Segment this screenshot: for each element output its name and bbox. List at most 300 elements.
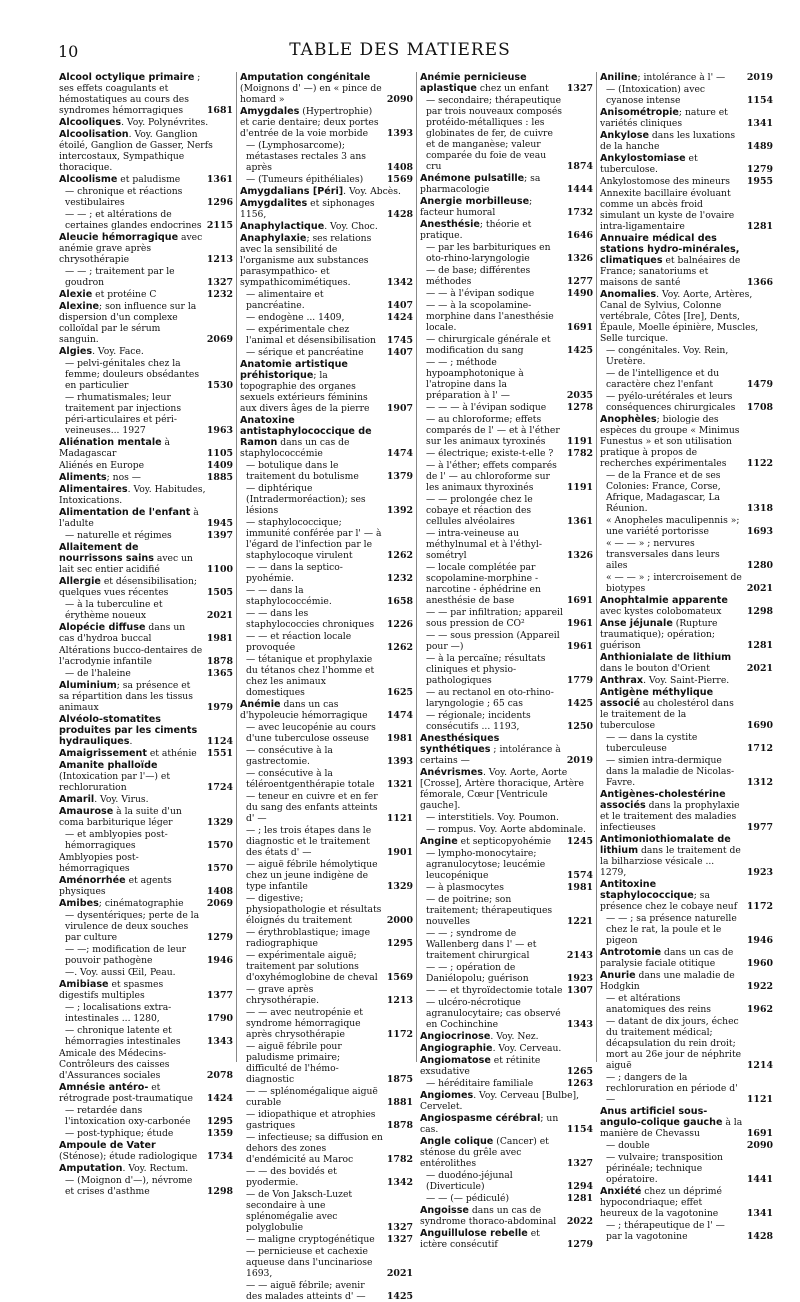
- index-entry-page: 1214: [746, 1060, 773, 1071]
- index-entry-text: — — dans la septico-pyohémie.: [246, 562, 343, 584]
- index-entry-text: Ankylostomose des mineurs: [600, 176, 731, 187]
- index-entry: [59, 645, 233, 667]
- index-entry-text: — diphtérique (Intradermoréaction); ses lésions: [246, 483, 366, 516]
- index-entry-page: 2019: [746, 72, 773, 83]
- index-entry-text: Aménorrhée et agents physiques: [59, 875, 172, 897]
- index-entry-text: — — et thyroïdectomie totale: [426, 985, 563, 996]
- index-entry: [600, 470, 773, 514]
- index-entry-text: Anxiété chez un déprimé hypocondriaque; effet heureux de la vagotonine: [600, 1186, 722, 1219]
- index-entry: [59, 1002, 233, 1024]
- index-entry-page: 1329: [386, 881, 413, 892]
- index-entry-page: 1961: [566, 641, 593, 652]
- index-entry-text: — — à la scopolamine-morphine dans l'anesthésie locale.: [426, 300, 554, 333]
- index-entry-page: 1922: [746, 981, 773, 992]
- index-entry-text: — à la tuberculine et érythème noueux: [65, 599, 163, 621]
- index-entry: [420, 710, 593, 732]
- index-entry-text: Antimoniothiomalate de lithium dans le traitement de la bilharziose vésicale ... 1279,: [600, 834, 741, 878]
- index-entry: [420, 1090, 593, 1112]
- index-entry-text: — sérique et pancréatine: [246, 347, 364, 358]
- index-entry-text: — secondaire; thérapeutique par trois nouveaux composés protéido-métalliques : les globinates de fer, de cuivre et de manganèse; valeur comparée du foie de veau cru: [426, 95, 563, 172]
- index-entry-page: 1625: [386, 687, 413, 698]
- index-entry-page: 1574: [566, 870, 593, 881]
- index-entry-page: 1296: [206, 197, 233, 208]
- index-entry-text: — rompus. Voy. Aorte abdominale.: [426, 824, 586, 835]
- index-entry-page: 1298: [206, 1186, 233, 1197]
- index-entry-text: — au rectanol en oto-rhino-laryngologie ; 65 cas: [426, 687, 554, 709]
- index-entry: [59, 898, 233, 909]
- index-entry-page: 1570: [206, 863, 233, 874]
- index-entry-text: — électrique; existe-t-elle ?: [426, 448, 554, 459]
- index-entry-text: — de poitrine; son traitement; thérapeutiques nouvelles: [426, 894, 553, 927]
- index-entry-page: 1479: [746, 379, 773, 390]
- index-entry-text: — à l'éther; effets comparés de l' — au chloroforme sur les animaux thyroxinés: [426, 460, 557, 493]
- index-entry-text: Ankylostomiase et tuberculose.: [600, 153, 698, 175]
- index-entry-text: — dysentériques; perte de la virulence de deux souches par culture: [65, 910, 200, 943]
- index-entry-text: Algies. Voy. Face.: [59, 346, 144, 357]
- index-entry: [59, 1025, 233, 1047]
- index-entry: [600, 368, 773, 390]
- index-entry-page: 1690: [746, 720, 773, 731]
- index-entry: [420, 72, 593, 94]
- index-entry-page: 1294: [566, 1181, 593, 1192]
- index-entry: [59, 967, 233, 978]
- index-entry: [600, 755, 773, 788]
- index-entry-page: 1221: [566, 916, 593, 927]
- index-entry-text: — maligne cryptogénétique: [246, 1234, 375, 1245]
- index-entry-text: — ; thérapeutique de l' — par la vagotonine: [606, 1220, 725, 1242]
- index-entry-text: Anophèles; biologie des espèces du groupe « Minimus Funestus » et son utilisation pratique à propos de recherches expérimentales: [600, 414, 740, 469]
- index-entry-text: — teneur en cuivre et en fer du sang des enfants atteints d' —: [246, 791, 378, 824]
- index-entry-page: 1327: [386, 1222, 413, 1233]
- index-entry: [59, 576, 233, 598]
- index-entry: [59, 760, 233, 793]
- index-entry-page: 1878: [386, 1120, 413, 1131]
- index-entry: [420, 962, 593, 984]
- index-entry-page: 1569: [386, 174, 413, 185]
- index-entry-text: — congénitales. Voy. Rein, Uretère.: [606, 345, 729, 367]
- index-entry-text: — lympho-monocytaire; agranulocytose; leucémie leucopénique: [426, 848, 546, 881]
- index-entry-page: 1172: [386, 1029, 413, 1040]
- index-entry: [420, 1043, 593, 1054]
- index-entry: [420, 219, 593, 241]
- index-entry-page: 1359: [206, 1128, 233, 1139]
- index-entry: [420, 653, 593, 686]
- index-entry: [59, 1128, 233, 1139]
- index-entry-page: 1441: [746, 1174, 773, 1185]
- index-entry: [600, 789, 773, 833]
- index-column-3: [416, 72, 596, 1250]
- index-entry-page: 1279: [566, 1239, 593, 1250]
- index-entry-page: 2035: [566, 390, 593, 401]
- index-entry: [240, 483, 413, 516]
- index-entry: [59, 1140, 233, 1162]
- index-entry-text: Anthionialate de lithium dans le bouton d'Orient: [600, 652, 732, 674]
- index-entry: [600, 84, 773, 106]
- index-entry-page: 1327: [386, 1234, 413, 1245]
- index-entry-text: — — des bovidés et pyodermie.: [246, 1166, 337, 1188]
- index-entry-text: — — avec neutropénie et syndrome hémorragique après chrysothérapie: [246, 1007, 363, 1040]
- index-entry-text: — infectieuse; sa diffusion en dehors des zones d'endémicité au Maroc: [246, 1132, 383, 1165]
- index-entry-page: 1327: [566, 1158, 593, 1169]
- index-entry-page: 1779: [566, 675, 593, 686]
- index-entry: [240, 859, 413, 892]
- index-entry: [420, 1078, 593, 1089]
- index-entry-text: — (Lymphosarcome); métastases rectales 3 ans après: [246, 140, 367, 173]
- index-entry-page: 1658: [386, 596, 413, 607]
- index-entry: [240, 289, 413, 311]
- index-entry: [59, 1105, 233, 1127]
- index-entry-page: 1397: [206, 530, 233, 541]
- index-entry-text: — locale complétée par scopolamine-morphine - narcotine - éphédrine en anesthésie de base: [426, 562, 541, 606]
- index-entry-page: 2021: [386, 1268, 413, 1279]
- index-entry: [420, 494, 593, 527]
- index-entry-text: — idiopathique et atrophies gastriques: [246, 1109, 376, 1131]
- index-entry-page: 1551: [206, 748, 233, 759]
- index-entry-page: 1569: [386, 972, 413, 983]
- index-entry: [420, 288, 593, 299]
- index-entry-text: Anatomie artistique préhistorique; la topographie des organes sexuels extérieurs féminins aux divers âges de la pierre: [240, 359, 370, 414]
- index-entry-page: 1312: [746, 777, 773, 788]
- index-entry-page: 1734: [206, 1151, 233, 1162]
- index-entry-page: 1277: [566, 276, 593, 287]
- index-entry: [420, 196, 593, 218]
- index-entry-text: — ; les trois étapes dans le diagnostic et le traitement des états d' —: [246, 825, 372, 858]
- index-entry-text: Anesthésie; théorie et pratique.: [420, 219, 532, 241]
- index-entry-text: — à plasmocytes: [426, 882, 504, 893]
- index-entry: [600, 834, 773, 878]
- index-entry-page: 2021: [746, 663, 773, 674]
- index-entry-page: 1408: [386, 162, 413, 173]
- index-entry-text: Alcooliques. Voy. Polynévrites.: [59, 117, 209, 128]
- index-entry: [59, 852, 233, 874]
- index-entry: [240, 722, 413, 744]
- index-entry: [420, 997, 593, 1030]
- index-entry-text: « — — » ; intercroisement de biotypes: [606, 572, 742, 594]
- index-entry: [240, 72, 413, 105]
- index-entry-page: 1154: [746, 95, 773, 106]
- index-entry-text: — post-typhique; étude: [65, 1128, 174, 1139]
- index-entry-text: — datant de dix jours, échec du traitement médical; décapsulation du rein droit; mort au 26e jour de néphrite aiguë: [606, 1016, 742, 1071]
- index-entry-text: — — ; syndrome de Wallenberg dans l' — et traitement chirurgical: [426, 928, 537, 961]
- index-entry-text: — alimentaire et pancréatine.: [246, 289, 324, 311]
- index-entry: [59, 875, 233, 897]
- index-entry: [240, 1109, 413, 1131]
- index-entry-text: Angine et septicopyohémie: [420, 836, 552, 847]
- index-entry-text: Amygdalians [Péri]. Voy. Abcès.: [240, 186, 401, 197]
- index-entry-text: — rhumatismales; leur traitement par injections péri-articulaires et péri-veineuses... 1927: [65, 392, 182, 436]
- index-entry-page: 1232: [206, 289, 233, 300]
- index-entry-page: 1979: [206, 702, 233, 713]
- index-entry-text: — duodéno-jéjunal (Diverticule): [426, 1170, 513, 1192]
- index-entry: [59, 484, 233, 506]
- index-entry-text: — — dans les staphylococcies chroniques: [246, 608, 375, 630]
- index-entry-text: — grave après chrysothérapie.: [246, 984, 319, 1006]
- index-entry-text: — et amblyopies post-hémorragiques: [65, 829, 168, 851]
- index-entry-text: — pelvi-génitales chez la femme; douleurs obsédantes en particulier: [65, 358, 200, 391]
- index-entry-text: Alimentation de l'enfant à l'adulte: [59, 507, 199, 529]
- index-entry: [240, 186, 413, 197]
- index-entry-text: — expérimentale aiguë; traitement par solutions d'oxyhémoglobine de cheval: [246, 950, 378, 983]
- index-entry-text: — — dans la cystite tuberculeuse: [606, 732, 698, 754]
- index-entry-page: 1326: [566, 550, 593, 561]
- index-entry-text: — chronique et réactions vestibulaires: [65, 186, 183, 208]
- index-entry-page: 1474: [386, 448, 413, 459]
- index-entry: [600, 1220, 773, 1242]
- index-entry-page: 2069: [206, 334, 233, 345]
- index-entry: [240, 768, 413, 790]
- index-entry: [240, 1007, 413, 1040]
- index-entry: [240, 950, 413, 983]
- index-entry-text: Amibes; cinématographie: [59, 898, 184, 909]
- index-entry-page: 1278: [566, 402, 593, 413]
- index-entry-page: 2022: [566, 1216, 593, 1227]
- index-entry-page: 1530: [206, 380, 233, 391]
- index-entry-page: 2090: [386, 94, 413, 105]
- index-entry-text: Aliénation mentale à Madagascar: [59, 437, 171, 459]
- index-entry: [240, 1234, 413, 1245]
- index-column-1: [56, 72, 236, 1197]
- index-entry-page: 1295: [206, 1116, 233, 1127]
- index-entry-text: — — prolongée chez le cobaye et réaction des cellules alvéolaires: [426, 494, 533, 527]
- index-entry: [600, 993, 773, 1015]
- index-entry-text: — à la percaïne; résultats cliniques et physio-pathologiques: [426, 653, 546, 686]
- index-entry-page: 1154: [566, 1124, 593, 1135]
- index-entry-page: 1490: [566, 288, 593, 299]
- index-entry: [59, 117, 233, 128]
- index-entry-page: 1425: [386, 1291, 413, 1302]
- index-entry-page: 1923: [746, 867, 773, 878]
- index-entry-text: Angiographie. Voy. Cerveau.: [420, 1043, 562, 1054]
- index-entry-page: 1327: [566, 83, 593, 94]
- index-entry: [600, 687, 773, 731]
- index-entry: [420, 836, 593, 847]
- index-entry-text: Allergie et désensibilisation; quelques vues récentes: [59, 576, 197, 598]
- index-entry: [59, 266, 233, 288]
- index-entry-page: 1407: [386, 300, 413, 311]
- index-entry-text: Aluminium; sa présence et sa répartition dans les tissus animaux: [59, 680, 193, 713]
- index-entry-page: 1878: [206, 656, 233, 667]
- index-entry: [59, 794, 233, 805]
- index-entry-text: Anesthésiques synthétiques ; intolérance à certains —: [420, 733, 561, 766]
- index-entry-text: — — ; et altérations de certaines glandes endocrines: [65, 209, 202, 231]
- index-entry: [59, 289, 233, 300]
- index-entry: [240, 654, 413, 698]
- index-entry-page: 1424: [206, 1093, 233, 1104]
- index-entry-text: — de Von Jaksch-Luzet secondaire à une splénomégalie avec polyglobulie: [246, 1189, 353, 1233]
- index-entry: [420, 173, 593, 195]
- index-entry: [240, 1041, 413, 1085]
- index-entry: [420, 733, 593, 766]
- index-entry: [600, 675, 773, 686]
- index-entry-page: 2000: [386, 915, 413, 926]
- index-entry-text: — ; localisations extra-intestinales ... 1280,: [65, 1002, 172, 1024]
- index-entry-text: Alexie et protéine C: [59, 289, 157, 300]
- index-entry-page: 1963: [206, 425, 233, 436]
- index-entry-text: — (Moignon d'—), névrome et crises d'asthme: [65, 1175, 193, 1197]
- index-entry-page: 1122: [746, 458, 773, 469]
- index-entry: [600, 1140, 773, 1151]
- index-entry: [420, 242, 593, 264]
- index-entry-text: Anémie dans un cas d'hypoleucie hémorragique: [240, 699, 368, 721]
- index-entry-text: Amaril. Voy. Virus.: [59, 794, 149, 805]
- index-entry-text: — de l'haleine: [65, 668, 131, 679]
- index-entry-page: 1946: [746, 935, 773, 946]
- index-entry-page: 1962: [746, 1004, 773, 1015]
- index-entry-page: 1262: [386, 550, 413, 561]
- index-entry: [240, 608, 413, 630]
- index-entry-page: 1341: [746, 118, 773, 129]
- index-entry: [420, 414, 593, 447]
- index-entry: [59, 542, 233, 575]
- index-entry-page: 1105: [206, 448, 233, 459]
- index-entry-page: 1342: [386, 277, 413, 288]
- index-entry: [420, 1113, 593, 1135]
- index-entry-text: Amanite phalloïde (Intoxication par l'—) et rechloruration: [59, 760, 171, 793]
- index-entry-text: — — ; sa présence naturelle chez le rat, la poule et le pigeon: [606, 913, 737, 946]
- index-entry-text: Angiomatose et rétinite exsudative: [420, 1055, 541, 1077]
- index-entry: [420, 357, 593, 401]
- index-entry: [600, 618, 773, 651]
- index-entry: [600, 233, 773, 288]
- index-entry-page: 1366: [746, 277, 773, 288]
- index-entry: [240, 1280, 413, 1302]
- index-entry-page: 1691: [566, 322, 593, 333]
- index-entry-text: Anisométropie; nature et variétés cliniques: [600, 107, 728, 129]
- index-entry-text: — naturelle et régimes: [65, 530, 172, 541]
- index-entry: [59, 209, 233, 231]
- index-entry-text: Ankylose dans les luxations de la hanche: [600, 130, 736, 152]
- index-entry: [59, 346, 233, 357]
- index-entry-page: 1191: [566, 436, 593, 447]
- index-entry: [600, 176, 773, 187]
- index-entry: [600, 595, 773, 617]
- index-entry-page: 1875: [386, 1074, 413, 1085]
- index-entry: [600, 1016, 773, 1071]
- index-entry-text: Anguillulose rebelle et ictère consécutif: [420, 1228, 540, 1250]
- index-entry: [420, 460, 593, 493]
- index-entry-text: Alvéolo-stomatites produites par les ciments hydrauliques.: [59, 714, 198, 747]
- index-entry-page: 1379: [386, 471, 413, 482]
- index-entry-page: 1321: [386, 779, 413, 790]
- index-entry-text: — consécutive à la gastrectomie.: [246, 745, 333, 767]
- index-entry-page: 1425: [566, 698, 593, 709]
- index-entry-text: — — (— pédiculé): [426, 1193, 510, 1204]
- index-entry-text: Antrotomie dans un cas de paralysie faciale otitique: [600, 947, 734, 969]
- index-entry-page: 2090: [746, 1140, 773, 1151]
- index-entry-text: — — splénomégalique aiguë curable: [246, 1086, 378, 1108]
- index-entry: [240, 233, 413, 288]
- index-entry-page: 1279: [206, 932, 233, 943]
- index-entry: [420, 1228, 593, 1250]
- index-entry: [59, 301, 233, 345]
- index-entry: [420, 334, 593, 356]
- index-entry-page: 1393: [386, 128, 413, 139]
- index-entry: [600, 107, 773, 129]
- index-entry: [420, 928, 593, 961]
- index-entry-page: 1279: [746, 164, 773, 175]
- index-entry-text: — endogène ... 1409,: [246, 312, 345, 323]
- index-entry-page: 1409: [206, 460, 233, 471]
- index-entry-text: Allaitement de nourrissons sains avec un lait sec entier acidifié: [59, 542, 193, 575]
- index-entry-text: Antigène méthylique associé au cholestérol dans le traitement de la tuberculose: [600, 687, 734, 731]
- index-entry-text: — ulcéro-nécrotique agranulocytaire; cas observé en Cochinchine: [426, 997, 561, 1030]
- index-entry-page: 2019: [566, 755, 593, 766]
- index-entry: [240, 359, 413, 414]
- page-title: TABLE DES MATIERES: [289, 40, 511, 60]
- index-entry-text: — tétanique et prophylaxie du tétanos chez l'homme et chez les animaux domestiques: [246, 654, 375, 698]
- index-entry-page: 2021: [206, 610, 233, 621]
- index-entry-page: 1213: [386, 995, 413, 1006]
- index-entry: [240, 221, 413, 232]
- index-entry-page: 1343: [206, 1036, 233, 1047]
- index-entry-text: Aliments; nos —: [59, 472, 141, 483]
- index-entry: [59, 507, 233, 529]
- index-entry: [240, 791, 413, 824]
- index-entry: [59, 979, 233, 1001]
- index-entry: [59, 910, 233, 943]
- index-entry: [59, 806, 233, 828]
- index-entry-text: — (Tumeurs épithéliales): [246, 174, 364, 185]
- index-entry-page: 1708: [746, 402, 773, 413]
- index-entry-text: — retardée dans l'intoxication oxy-carbonée: [65, 1105, 191, 1127]
- index-entry-page: 1960: [746, 958, 773, 969]
- index-entry: [240, 1086, 413, 1108]
- index-entry-text: « — — » ; nervures transversales dans leurs ailes: [606, 538, 720, 571]
- index-entry-page: 1250: [566, 721, 593, 732]
- index-entry-text: Altérations bucco-dentaires de l'acrodynie infantile: [59, 645, 203, 667]
- index-entry-text: Alimentaires. Voy. Habitudes, Intoxications.: [59, 484, 206, 506]
- index-entry-text: Amibiase et spasmes digestifs multiples: [59, 979, 164, 1001]
- index-entry: [420, 687, 593, 709]
- index-entry-page: 1693: [746, 526, 773, 537]
- index-entry-page: 1923: [566, 973, 593, 984]
- index-entry: [420, 1170, 593, 1192]
- index-entry-text: — expérimentale chez l'animal et désensibilisation: [246, 324, 376, 346]
- index-entry: [59, 599, 233, 621]
- index-entry-text: — érythroblastique; image radiographique: [246, 927, 370, 949]
- index-entry-text: Anse jéjunale (Rupture traumatique); opération; guérison: [600, 618, 718, 651]
- index-entry-text: « Anopheles maculipennis »; une variété portorisse: [606, 515, 740, 537]
- index-entry-text: — intra-veineuse au méthylnumal et à l'éthyl-sométryl: [426, 528, 542, 561]
- index-entry: [600, 947, 773, 969]
- index-entry: [59, 680, 233, 713]
- index-entry-text: Alcoolisme et paludisme: [59, 174, 181, 185]
- index-entry: [240, 1166, 413, 1188]
- index-entry-text: Angiocrinose. Voy. Nez.: [420, 1031, 539, 1042]
- index-entry-text: — ; dangers de la rechloruration en période d' —: [606, 1072, 738, 1105]
- index-entry: [240, 1132, 413, 1165]
- index-entry-text: —. Voy. aussi Œil, Peau.: [65, 967, 176, 978]
- index-entry: [240, 347, 413, 358]
- index-entry-page: 2078: [206, 1070, 233, 1081]
- index-entry-text: Alcoolisation. Voy. Ganglion étoilé, Ganglion de Gasser, Nerfs intercostaux, Sympathique thoracique.: [59, 129, 213, 173]
- index-entry-text: Anophtalmie apparente avec kystes colobomateux: [600, 595, 728, 617]
- index-entry: [59, 460, 233, 471]
- index-entry-text: Amaurose à la suite d'un coma barbiturique léger: [59, 806, 182, 828]
- index-entry: [420, 300, 593, 333]
- index-entry-text: Antitoxine staphylococcique; sa présence chez le cobaye neuf: [600, 879, 738, 912]
- index-entry-text: — par les barbituriques en oto-rhino-laryngologie: [426, 242, 551, 264]
- index-entry-text: — simien intra-dermique dans la maladie de Nicolas-Favre.: [606, 755, 735, 788]
- index-entry-text: — aiguë fébrile pour paludisme primaire; difficulté de l'hémo-diagnostic: [246, 1041, 342, 1085]
- page-number: 10: [58, 42, 79, 61]
- index-entry: [59, 530, 233, 541]
- index-entry: [420, 562, 593, 606]
- index-entry-text: Ampoule de Vater (Sténose); étude radiologique: [59, 1140, 198, 1162]
- index-entry: [59, 129, 233, 173]
- index-entry: [240, 198, 413, 220]
- index-entry: [420, 1193, 593, 1204]
